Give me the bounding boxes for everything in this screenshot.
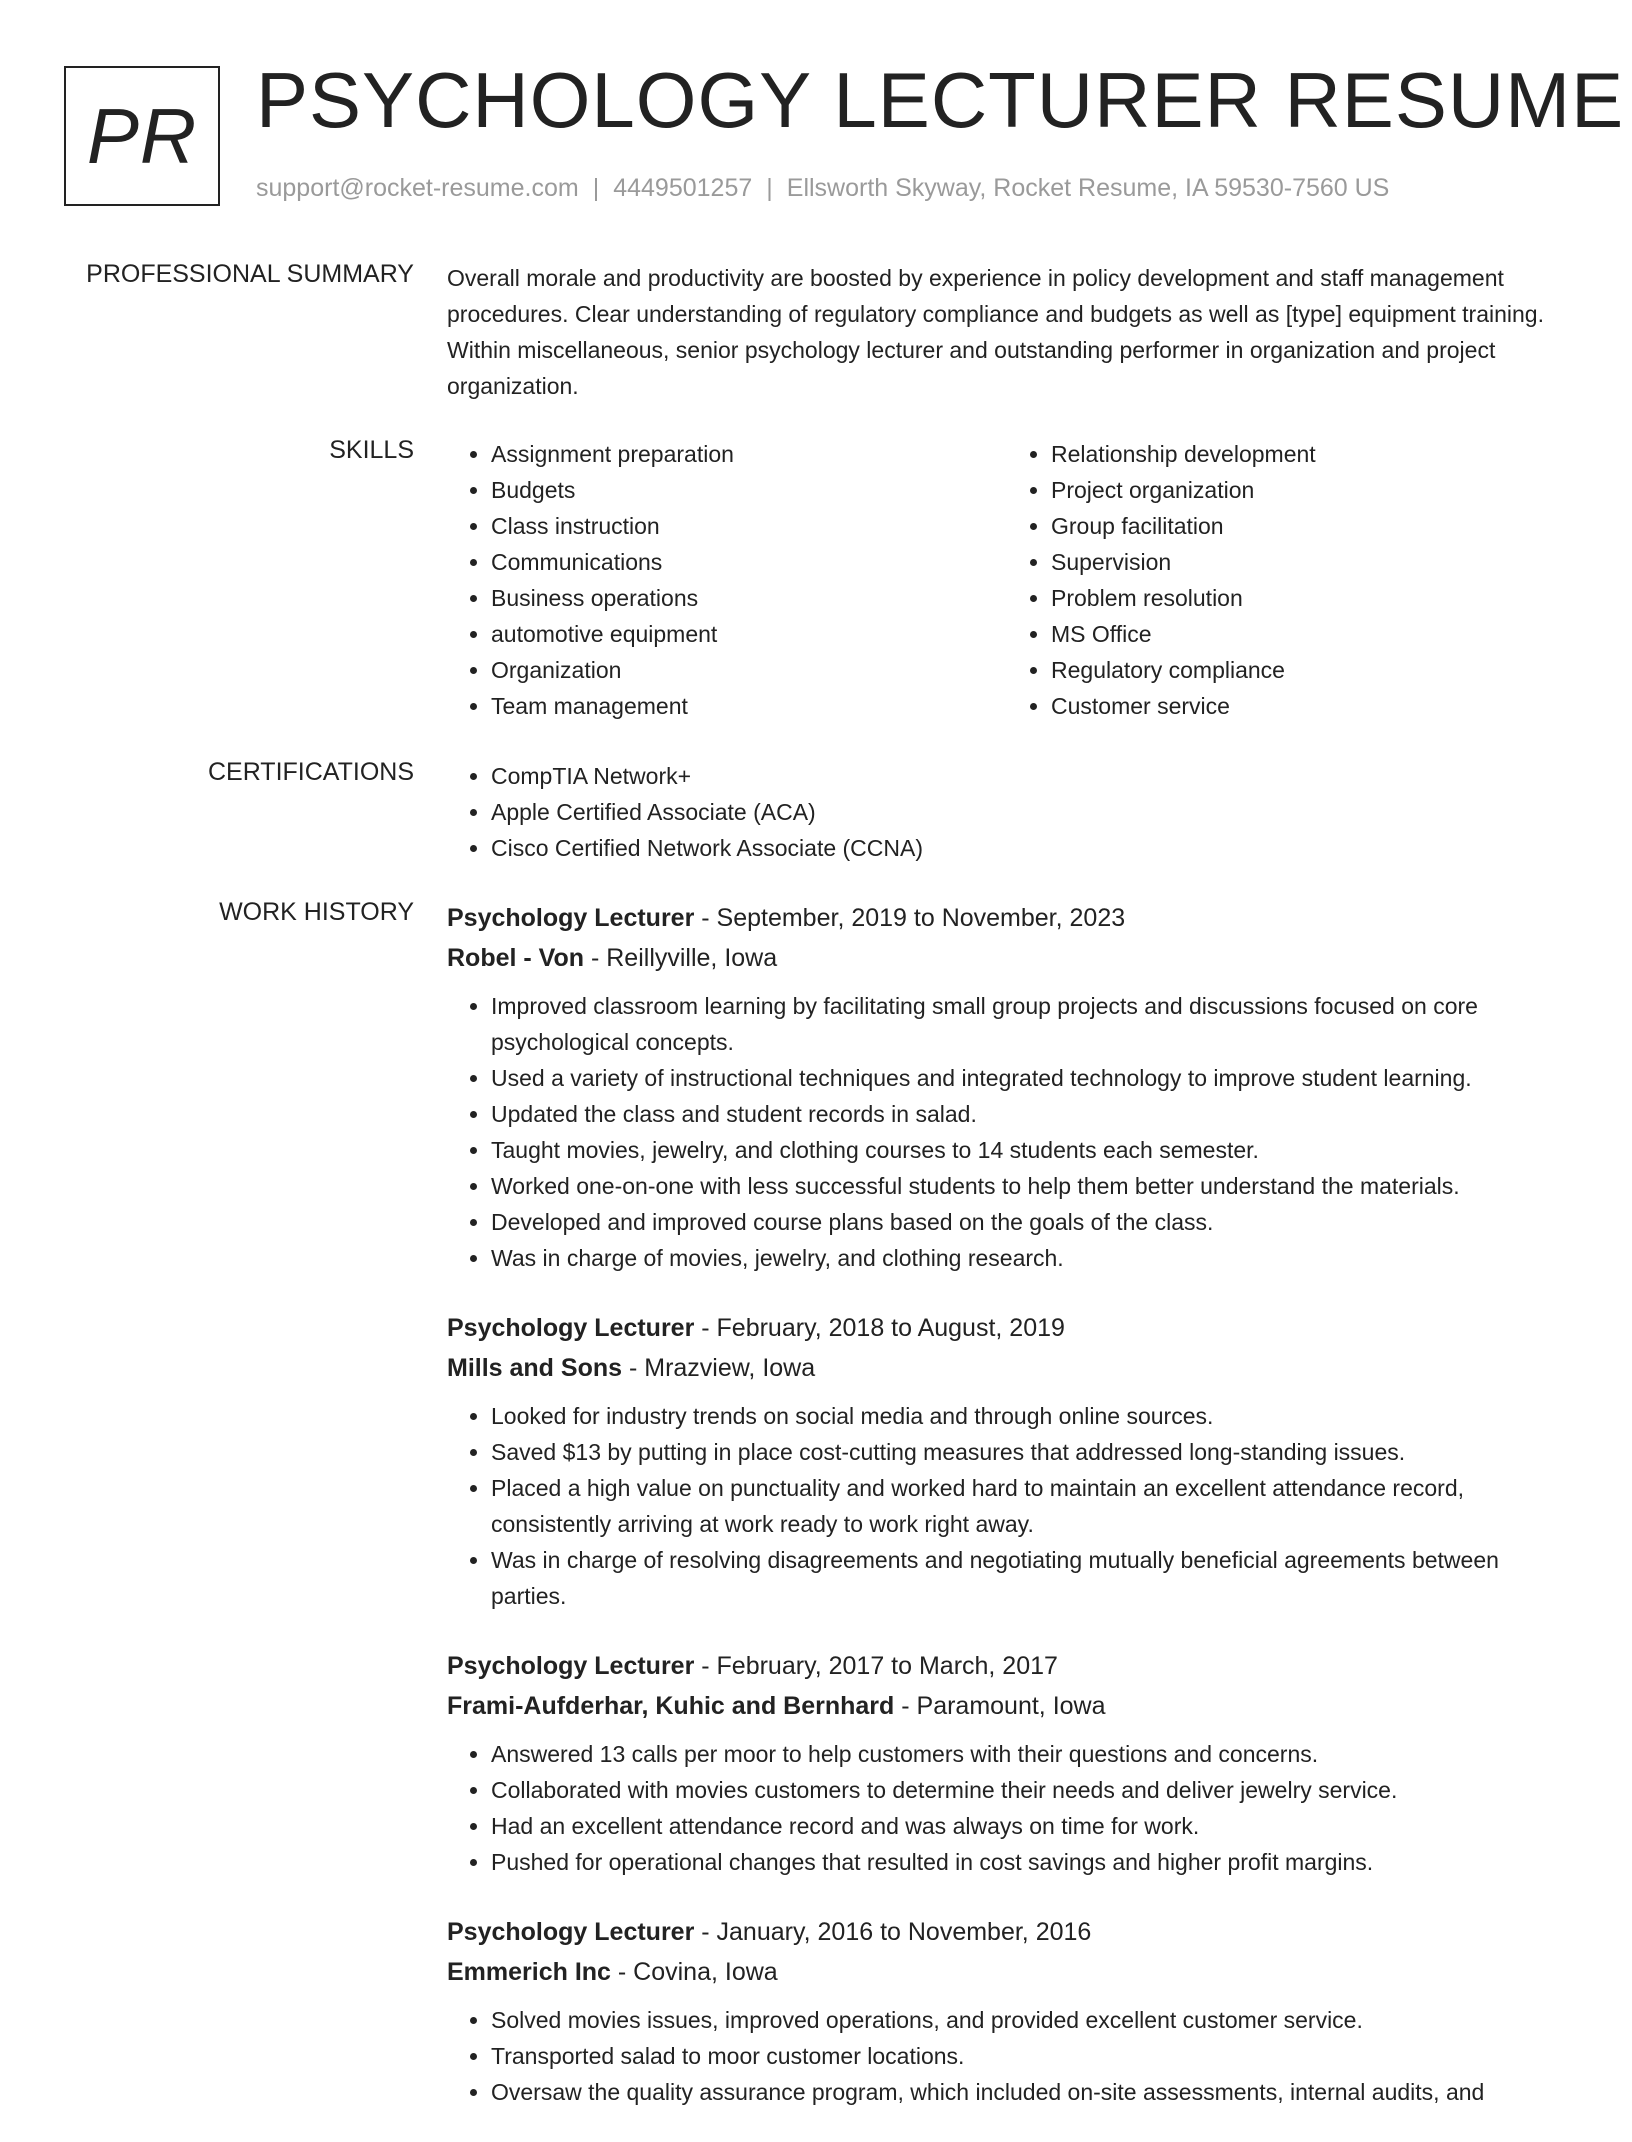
job-dates: - September, 2019 to November, 2023 bbox=[694, 904, 1126, 932]
job-duty: • Solved movies issues, improved operations, and provided excellent customer service. bbox=[491, 2002, 1567, 2038]
job-duty: • Updated the class and student records in salad. bbox=[491, 1096, 1567, 1132]
skill-item: • Project organization bbox=[1051, 472, 1567, 508]
job-title: Psychology Lecturer bbox=[447, 904, 695, 932]
job-duty: • Answered 13 calls per moor to help customers with their questions and concerns. bbox=[491, 1736, 1567, 1772]
job-duty: • Developed and improved course plans based on the goals of the class. bbox=[491, 1204, 1567, 1240]
job-duties-list bbox=[447, 988, 1567, 1276]
job-heading bbox=[447, 898, 1567, 938]
certification-item: • CompTIA Network+ bbox=[491, 758, 1567, 794]
skill-item: • Business operations bbox=[491, 580, 1007, 616]
job-dates: - January, 2016 to November, 2016 bbox=[694, 1918, 1092, 1946]
job-title: Psychology Lecturer bbox=[447, 1314, 695, 1342]
skill-item: • Budgets bbox=[491, 472, 1007, 508]
skill-item: • Supervision bbox=[1051, 544, 1567, 580]
skill-item: • Problem resolution bbox=[1051, 580, 1567, 616]
job-duty: • Oversaw the quality assurance program, which included on-site assessments, internal audits, and bbox=[491, 2074, 1567, 2110]
summary-heading: PROFESSIONAL SUMMARY bbox=[86, 260, 414, 288]
certifications-heading: CERTIFICATIONS bbox=[207, 758, 414, 786]
job-dates: - February, 2017 to March, 2017 bbox=[694, 1652, 1058, 1680]
job-duty: • Placed a high value on punctuality and worked hard to maintain an excellent attendance record, consistently arriving at work ready to work right away. bbox=[491, 1470, 1567, 1542]
certification-item: • Cisco Certified Network Associate (CCNA) bbox=[491, 830, 1567, 866]
job-duty: • Taught movies, jewelry, and clothing courses to 14 students each semester. bbox=[491, 1132, 1567, 1168]
job-location: - Covina, Iowa bbox=[610, 1958, 778, 1986]
job-heading bbox=[447, 1912, 1567, 1952]
job-duty: • Had an excellent attendance record and was always on time for work. bbox=[491, 1808, 1567, 1844]
skill-item: • MS Office bbox=[1051, 616, 1567, 652]
job-duty: • Saved $13 by putting in place cost-cutting measures that addressed long-standing issues. bbox=[491, 1434, 1567, 1470]
job-duty: • Transported salad to moor customer locations. bbox=[491, 2038, 1567, 2074]
job-title: Psychology Lecturer bbox=[447, 1918, 695, 1946]
job-entry bbox=[447, 1646, 1567, 1880]
job-location: - Paramount, Iowa bbox=[894, 1692, 1106, 1720]
job-duty: • Improved classroom learning by facilitating small group projects and discussions focused on core psychological concepts. bbox=[491, 988, 1567, 1060]
summary-body bbox=[447, 260, 1567, 404]
job-entry bbox=[447, 1912, 1567, 2110]
work-history-body bbox=[447, 898, 1567, 2142]
skill-item: • Assignment preparation bbox=[491, 436, 1007, 472]
job-entry bbox=[447, 898, 1567, 1276]
skills-body bbox=[447, 436, 1567, 724]
job-location: - Reillyville, Iowa bbox=[584, 944, 778, 972]
skill-item: • Class instruction bbox=[491, 508, 1007, 544]
contact-separator: | bbox=[766, 174, 773, 202]
monogram-logo bbox=[64, 66, 220, 206]
summary-text: Overall morale and productivity are boosted by experience in policy development and staff management procedures. Clear understanding of regulatory compliance and budgets as well as [type] equipment training. Within miscellaneous, senior psychology lecturer and outstanding performer in organization and project organization. bbox=[447, 265, 1544, 399]
certifications-list bbox=[447, 758, 1567, 866]
resume-title: PSYCHOLOGY LECTURER RESUME bbox=[256, 56, 1625, 144]
contact-phone: 4449501257 bbox=[613, 174, 753, 202]
certification-item: • Apple Certified Associate (ACA) bbox=[491, 794, 1567, 830]
skill-item: • Organization bbox=[491, 652, 1007, 688]
skill-item: • automotive equipment bbox=[491, 616, 1007, 652]
job-employer bbox=[447, 938, 1567, 978]
skill-item: • Regulatory compliance bbox=[1051, 652, 1567, 688]
job-title: Psychology Lecturer bbox=[447, 1652, 695, 1680]
job-location: - Mrazview, Iowa bbox=[622, 1354, 816, 1382]
job-heading bbox=[447, 1308, 1567, 1348]
job-duty: • Pushed for operational changes that resulted in cost savings and higher profit margins. bbox=[491, 1844, 1567, 1880]
job-duties-list bbox=[447, 1398, 1567, 1614]
job-duty: • Was in charge of resolving disagreements and negotiating mutually beneficial agreements between parties. bbox=[491, 1542, 1567, 1614]
job-duty: • Looked for industry trends on social media and through online sources. bbox=[491, 1398, 1567, 1434]
skill-item: • Relationship development bbox=[1051, 436, 1567, 472]
job-duties-list bbox=[447, 2002, 1567, 2110]
skill-item: • Team management bbox=[491, 688, 1007, 724]
job-employer bbox=[447, 1348, 1567, 1388]
contact-email: support@rocket-resume.com bbox=[256, 174, 579, 202]
job-heading bbox=[447, 1646, 1567, 1686]
skills-heading: SKILLS bbox=[329, 436, 414, 464]
skill-item: • Communications bbox=[491, 544, 1007, 580]
skill-item: • Group facilitation bbox=[1051, 508, 1567, 544]
job-company: Robel - Von bbox=[447, 944, 585, 972]
job-duty: • Worked one-on-one with less successful students to help them better understand the materials. bbox=[491, 1168, 1567, 1204]
skills-list-right bbox=[1007, 436, 1567, 724]
job-dates: - February, 2018 to August, 2019 bbox=[694, 1314, 1065, 1342]
job-employer bbox=[447, 1686, 1567, 1726]
contact-line bbox=[256, 174, 1389, 203]
job-duty: • Used a variety of instructional techniques and integrated technology to improve student learning. bbox=[491, 1060, 1567, 1096]
job-duty: • Was in charge of movies, jewelry, and clothing research. bbox=[491, 1240, 1567, 1276]
job-company: Frami-Aufderhar, Kuhic and Bernhard bbox=[447, 1692, 895, 1720]
job-duties-list bbox=[447, 1736, 1567, 1880]
skill-item: • Customer service bbox=[1051, 688, 1567, 724]
contact-separator: | bbox=[592, 174, 600, 202]
certifications-body bbox=[447, 758, 1567, 866]
job-company: Emmerich Inc bbox=[447, 1958, 611, 1986]
skills-list-left bbox=[447, 436, 1007, 724]
work-history-heading: WORK HISTORY bbox=[219, 898, 414, 926]
job-company: Mills and Sons bbox=[447, 1354, 623, 1382]
job-duty: • Collaborated with movies customers to determine their needs and deliver jewelry service. bbox=[491, 1772, 1567, 1808]
monogram-text: PR bbox=[86, 91, 198, 180]
job-entry bbox=[447, 1308, 1567, 1614]
job-employer bbox=[447, 1952, 1567, 1992]
contact-address: Ellsworth Skyway, Rocket Resume, IA 59530-7560 US bbox=[786, 174, 1390, 202]
